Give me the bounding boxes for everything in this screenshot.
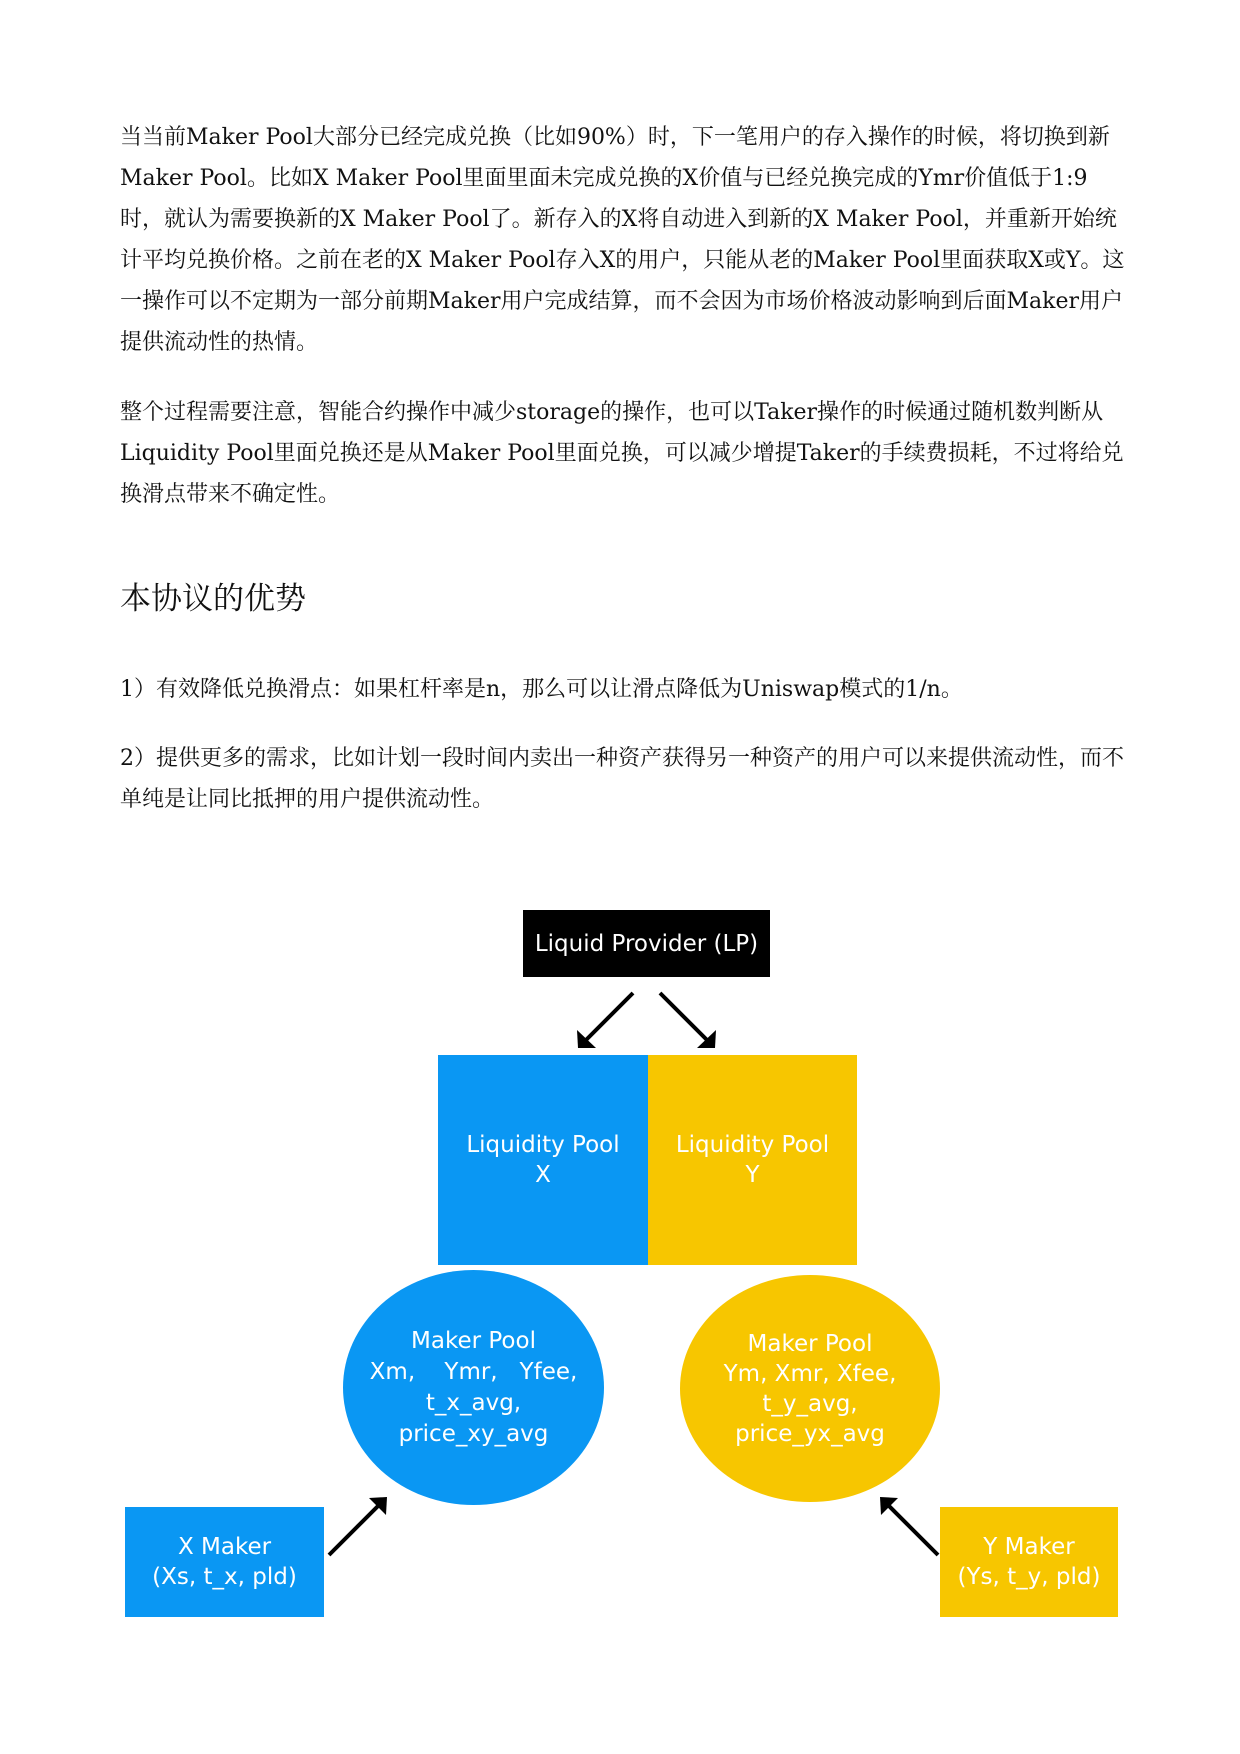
maker-pool-y-time: t_y_avg, [762, 1390, 858, 1417]
arrowhead-pool-y [697, 1030, 716, 1048]
maker-pool-y-title: Maker Pool [747, 1330, 873, 1357]
maker-pool-y-vars: Ym, Xmr, Xfee, [723, 1360, 897, 1387]
section-heading: 本协议的优势 [120, 581, 306, 617]
maker-pool-y-price: price_yx_avg [735, 1420, 885, 1447]
liquidity-pool-y-asset: Y [745, 1162, 760, 1188]
maker-pool-x-vars: Xm, Ymr, Yfee, [369, 1358, 578, 1385]
liquidity-pool-y-title: Liquidity Pool [675, 1132, 830, 1158]
x-maker-params: (Xs, t_x, pld) [152, 1564, 297, 1590]
x-maker-box [125, 1507, 324, 1617]
maker-pool-y-circle [680, 1275, 940, 1502]
liquidity-pool-x-title: Liquidity Pool [466, 1132, 620, 1158]
paragraph-storage-note: 整个过程需要注意，智能合约操作中减少storage的操作，也可以Taker操作的时候通过随机数判断从Liquidity Pool里面兑换还是从Maker Pool里面兑换，可以减少增提Taker的手续费损耗，不过将给兑换滑点带来不确定性。 [120, 400, 1124, 507]
arrowhead-maker-pool-x [369, 1497, 387, 1515]
liquidity-pool-y-box [648, 1055, 857, 1265]
maker-pool-x-circle [343, 1270, 604, 1505]
liquid-provider-box [523, 910, 770, 977]
maker-pool-x-price: price_xy_avg [398, 1420, 549, 1447]
arrowhead-pool-x [577, 1030, 596, 1048]
y-maker-title: Y Maker [983, 1534, 1075, 1560]
maker-pool-x-time: t_x_avg, [425, 1389, 522, 1416]
liquid-provider-label: Liquid Provider (LP) [534, 930, 759, 957]
x-maker-title: X Maker [177, 1534, 272, 1560]
arrowhead-maker-pool-y [880, 1497, 898, 1515]
maker-pool-x-title: Maker Pool [411, 1327, 536, 1354]
liquidity-pool-x-asset: X [535, 1162, 551, 1188]
paragraph-maker-pool-switch: 当当前Maker Pool大部分已经完成兑换（比如90%）时，下一笔用户的存入操作的时候，将切换到新Maker Pool。比如X Maker Pool里面里面未完成兑换的X价值与已经兑换完成的Ymr价值低于1:9时，就认为需要换新的X Maker Pool了。新存入的X将自动进入到新的X Maker Pool，并重新开始统计平均兑换价格。之前在老的X Maker Pool存入X的用户，只能从老的Maker Pool里面获取X或Y。这一操作可以不定期为一部分前期Maker用户完成结算，而不会因为市场价格波动影响到后面Maker用户提供流动性的热情。 [120, 125, 1125, 355]
advantage-item-2: 2）提供更多的需求，比如计划一段时间内卖出一种资产获得另一种资产的用户可以来提供流动性，而不单纯是让同比抵押的用户提供流动性。 [120, 746, 1125, 812]
arrow-lp-to-pool-x [583, 993, 633, 1043]
arrow-lp-to-pool-y [660, 993, 710, 1043]
arrow-ymaker-to-maker-pool-y [885, 1502, 938, 1555]
advantage-item-1: 1）有效降低兑换滑点：如果杠杆率是n，那么可以让滑点降低为Uniswap模式的1/n。 [120, 677, 963, 702]
y-maker-params: (Ys, t_y, pld) [957, 1564, 1101, 1590]
liquidity-pool-x-box [438, 1055, 648, 1265]
y-maker-box [940, 1507, 1118, 1617]
arrow-xmaker-to-maker-pool-x [329, 1502, 382, 1555]
